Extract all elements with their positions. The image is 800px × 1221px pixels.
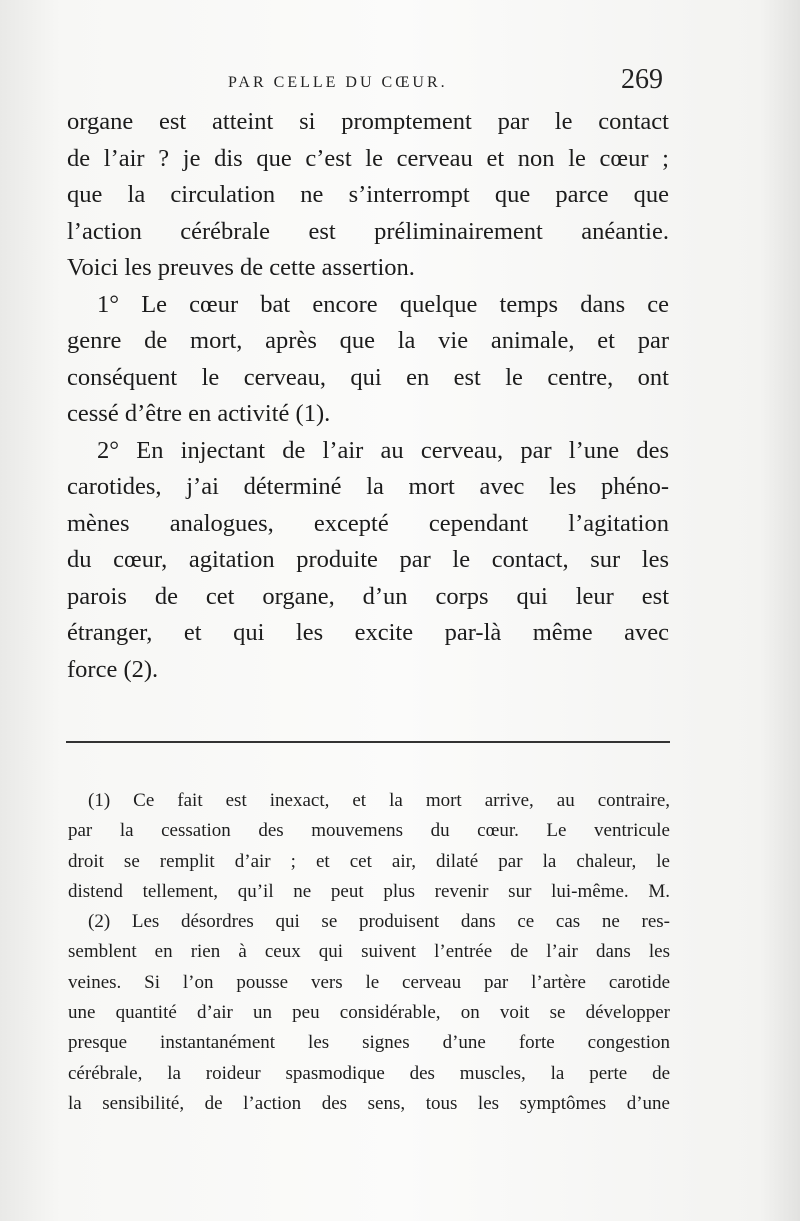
footnote-line: la sensibilité, de l’action des sens, tous les symptômes d’une bbox=[68, 1092, 670, 1114]
footnote-line: (1) Ce fait est inexact, et la mort arrive, au contraire, bbox=[88, 790, 670, 811]
text-line: genre de mort, après que la vie animale, et par bbox=[67, 327, 669, 354]
text-line: de l’air ? je dis que c’est le cerveau et non le cœur ; bbox=[67, 144, 669, 172]
text-line: l’action cérébrale est préliminairement anéantie. bbox=[67, 217, 669, 245]
text-line: parois de cet organe, d’un corps qui leur est bbox=[67, 582, 669, 610]
running-head: PAR CELLE DU CŒUR. bbox=[228, 74, 448, 91]
footnote-divider bbox=[66, 741, 670, 743]
footnote-line: droit se remplit d’air ; et cet air, dilaté par la chaleur, le bbox=[68, 850, 670, 872]
text-line: 1° Le cœur bat encore quelque temps dans ce bbox=[97, 290, 669, 318]
page-number: 269 bbox=[621, 64, 663, 95]
text-line: mènes analogues, excepté cependant l’agitation bbox=[67, 509, 669, 537]
text-line: étranger, et qui les excite par-là même avec bbox=[67, 619, 669, 646]
text-line: carotides, j’ai déterminé la mort avec les phéno- bbox=[67, 473, 669, 500]
footnote-line: cérébrale, la roideur spasmodique des muscles, la perte de bbox=[68, 1062, 670, 1084]
footnote-line: veines. Si l’on pousse vers le cerveau par l’artère carotide bbox=[68, 971, 670, 993]
footnotes-block bbox=[68, 786, 670, 1119]
text-line: que la circulation ne s’interrompt que parce que bbox=[67, 181, 669, 208]
footnote-line: une quantité d’air un peu considérable, on voit se développer bbox=[68, 1002, 670, 1024]
text-line: 2° En injectant de l’air au cerveau, par l’une des bbox=[97, 436, 669, 464]
text-line: conséquent le cerveau, qui en est le centre, ont bbox=[67, 363, 669, 391]
text-line: organe est atteint si promptement par le contact bbox=[67, 108, 669, 135]
page-header bbox=[0, 62, 800, 102]
footnote-line: par la cessation des mouvemens du cœur. Le ventricule bbox=[68, 820, 670, 842]
text-line: du cœur, agitation produite par le contact, sur les bbox=[67, 546, 669, 573]
footnote-line: presque instantanément les signes d’une forte congestion bbox=[68, 1032, 670, 1054]
footnote-line: (2) Les désordres qui se produisent dans ce cas ne res- bbox=[88, 911, 670, 933]
main-text-block bbox=[67, 104, 669, 688]
text-line: cessé d’être en activité (1). bbox=[67, 400, 331, 427]
text-line: Voici les preuves de cette assertion. bbox=[67, 254, 415, 281]
footnote-line: distend tellement, qu’il ne peut plus revenir sur lui-même. M. bbox=[68, 880, 670, 902]
footnote-line: semblent en rien à ceux qui suivent l’entrée de l’air dans les bbox=[68, 941, 670, 963]
text-line: force (2). bbox=[67, 655, 159, 683]
